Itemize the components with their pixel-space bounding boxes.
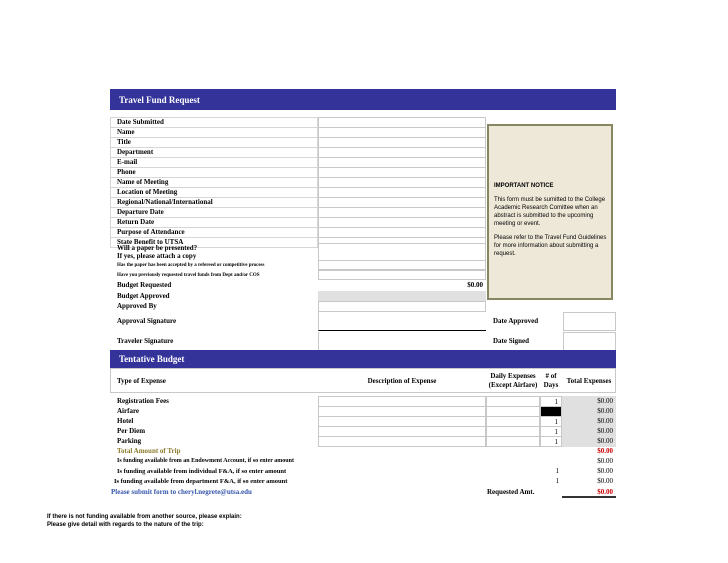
approved-by-label: Approved By: [117, 302, 157, 310]
paper-question-1: Will a paper be presented?: [117, 244, 198, 252]
traveler-signature-field[interactable]: [318, 332, 486, 351]
date-signed-label: Date Signed: [493, 337, 529, 345]
col-description: Description of Expense: [367, 377, 437, 385]
expense-label: Parking: [117, 437, 142, 445]
field-label: Name of Meeting: [117, 178, 169, 186]
individual-fa-days: 1: [555, 467, 559, 475]
expense-days[interactable]: 1: [540, 396, 562, 407]
expense-total: $0.00: [562, 396, 616, 407]
field-label: Phone: [117, 168, 136, 176]
department-fa-days: 1: [555, 477, 559, 485]
important-notice: [487, 124, 613, 300]
footer-explain-line: If there is not funding available from another source, please explain:: [47, 514, 242, 520]
expense-label: Registration Fees: [117, 397, 169, 405]
field-label: Regional/National/International: [117, 198, 213, 206]
col-type-of-expense: Type of Expense: [117, 377, 166, 385]
expense-total: $0.00: [562, 416, 616, 427]
approved-by-field[interactable]: [318, 301, 486, 312]
field-label: Departure Date: [117, 208, 164, 216]
total-trip-value: $0.00: [597, 447, 613, 455]
field-label: Name: [117, 128, 135, 136]
traveler-signature-label: Traveler Signature: [117, 337, 174, 345]
notice-title: IMPORTANT NOTICE: [494, 183, 554, 189]
paper-question-2: If yes, please attach a copy: [117, 252, 197, 260]
date-approved-field[interactable]: [563, 312, 616, 331]
budget-requested-label: Budget Requested: [117, 281, 172, 289]
budget-approved-label: Budget Approved: [117, 292, 170, 300]
col-daily-line1: Daily Expenses: [490, 372, 536, 380]
previous-request-field[interactable]: [318, 270, 486, 280]
field-label: State Benefit to UTSA: [117, 238, 184, 246]
field-label: E-mail: [117, 158, 138, 166]
date-signed-field[interactable]: [563, 332, 616, 351]
paper-answer-field[interactable]: [318, 243, 486, 261]
field-label: Date Submitted: [117, 118, 164, 126]
tentative-budget-title: Tentative Budget: [119, 354, 185, 364]
date-approved-label: Date Approved: [493, 317, 539, 325]
col-total-expenses: Total Expenses: [566, 377, 612, 385]
travel-fund-title: Travel Fund Request: [119, 94, 200, 105]
expense-total: $0.00: [562, 436, 616, 447]
endowment-value: $0.00: [597, 457, 613, 465]
field-label: Purpose of Attendance: [117, 228, 185, 236]
field-label: Title: [117, 138, 131, 146]
col-days-line2: Days: [543, 381, 559, 389]
notice-para-1: This form must be sumitted to the College Academic Research Comittee when an abstract is submitted to the upcoming meeting or event.: [494, 197, 606, 227]
individual-fa-question: Is funding available from individual F&A, if so enter amount: [117, 468, 287, 475]
refereed-answer-field[interactable]: [318, 260, 486, 270]
individual-fa-value: $0.00: [597, 467, 613, 475]
department-fa-value: $0.00: [597, 477, 613, 485]
approval-signature-field[interactable]: [318, 312, 486, 331]
tentative-budget-header: [110, 350, 616, 368]
budget-header-row: [110, 368, 616, 393]
approval-signature-label: Approval Signature: [117, 317, 177, 325]
requested-amt-label: Requested Amt.: [487, 488, 535, 496]
expense-total: $0.00: [562, 426, 616, 437]
expense-label: Hotel: [117, 417, 134, 425]
expense-days[interactable]: 1: [540, 426, 562, 437]
submit-note: Please submit form to cheryl.negrete@utsa.edu: [111, 488, 252, 496]
department-fa-question: Is funding available from department F&A, if so enter amount: [114, 478, 288, 485]
expense-daily-field[interactable]: [486, 436, 540, 447]
expense-label: Per Diem: [117, 427, 146, 435]
expense-days[interactable]: 1: [540, 436, 562, 447]
expense-description-field[interactable]: [318, 436, 486, 447]
previous-request-question: Have you previously requested travel funds from Dept and/or COS: [117, 273, 260, 278]
requested-amt-value: $0.00: [562, 487, 616, 498]
footer-detail-line: Please give detail with regards to the nature of the trip:: [47, 522, 204, 528]
refereed-question: Has the paper has been accepted by a refereed or competitive process: [117, 263, 265, 268]
notice-para-2: Please refer to the Travel Fund Guidelines for more information about submitting a request.: [494, 235, 607, 257]
field-label: Department: [117, 148, 154, 156]
col-daily-line2: (Except Airfare): [488, 381, 538, 389]
budget-requested-value: $0.00: [467, 281, 483, 289]
col-days-line1: # of: [545, 372, 557, 380]
travel-fund-header: [110, 89, 616, 110]
field-label: Return Date: [117, 218, 155, 226]
field-label: Location of Meeting: [117, 188, 178, 196]
expense-days[interactable]: 1: [540, 416, 562, 427]
budget-approved-field[interactable]: [318, 291, 486, 301]
expense-total: $0.00: [562, 406, 616, 417]
expense-label: Airfare: [117, 407, 140, 415]
endowment-question: Is funding available from an Endowment Account, if so enter amount: [117, 458, 294, 464]
total-trip-label: Total Amount of Trip: [117, 447, 181, 455]
